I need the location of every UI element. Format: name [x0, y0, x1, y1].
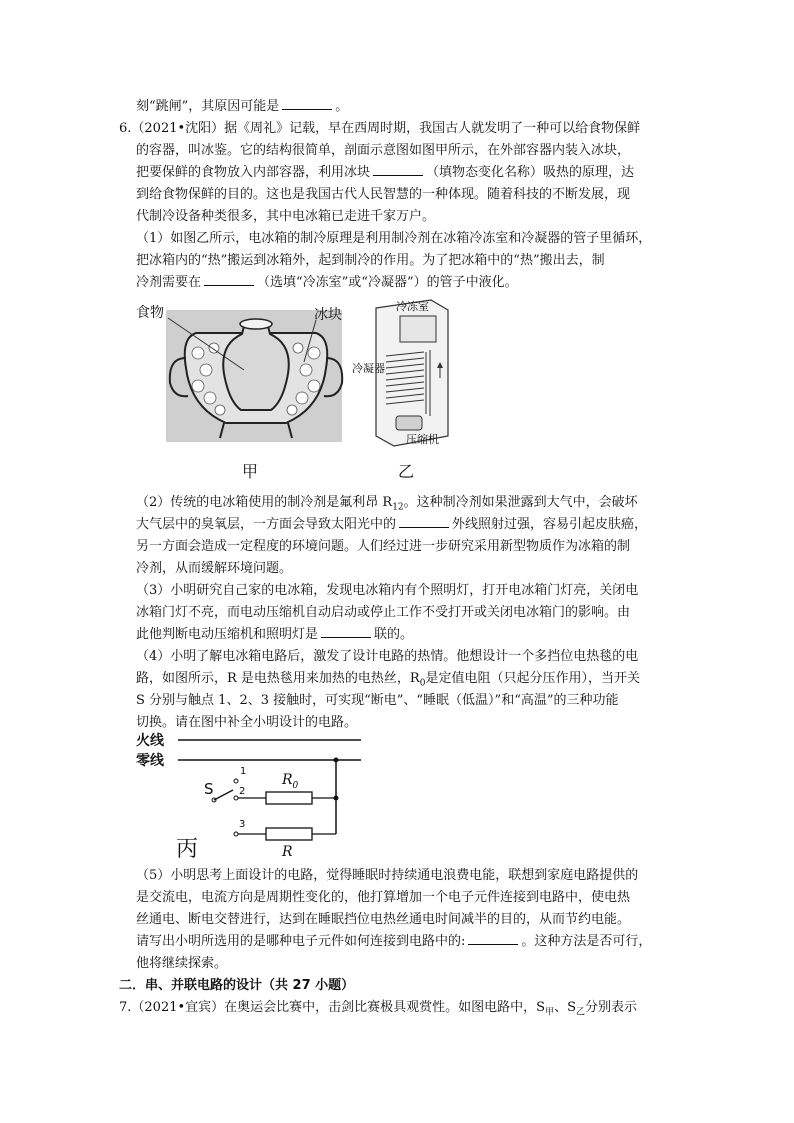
q6-p2-line1 — [136, 493, 638, 518]
q6-p4-line1 — [136, 647, 638, 667]
q6-text: 外线照射过强，容易引起皮肤癌， — [452, 517, 648, 532]
junction-dot — [334, 758, 339, 763]
q6-text: 冷剂，从而缓解环境问题。 — [136, 561, 293, 576]
contact-2 — [234, 796, 238, 800]
q5-tail-end: 。 — [335, 99, 349, 114]
q6-p5-line5 — [136, 954, 227, 974]
caption-jia: 甲 — [242, 462, 259, 481]
contact-1 — [234, 779, 238, 783]
q6-text: （填物态变化名称）吸热的原理，达 — [426, 165, 635, 180]
q7-text: （2021•宜宾）在奥运会比赛中，击剑比赛极具观赏性。如图电路中，S — [131, 1000, 546, 1015]
q6-text: 冷剂需要在 — [136, 275, 202, 290]
figure-jia — [136, 298, 346, 448]
circuit-diagram — [136, 728, 376, 863]
caption-bing: 丙 — [176, 837, 199, 862]
q6-text: （4）小明了解电冰箱电路后，激发了设计电路的热情。他想设计一个多挡位电热毯的电 — [136, 649, 639, 664]
subscript: 甲 — [545, 1007, 555, 1018]
q6-text: 联的。 — [374, 627, 414, 642]
q6-text: 是交流电，电流方向是周期性变化的，他打算增加一个电子元件连接到电路中，使电热 — [136, 890, 631, 905]
inner-lid — [240, 319, 272, 329]
figure-bing — [136, 728, 376, 863]
switch-blade — [214, 790, 233, 800]
q6-text: 丝通电、断电交替进行，达到在睡眠挡位电热丝通电时间减半的目的，从而节约电能。 — [136, 912, 631, 927]
q6-p3-line3 — [136, 625, 413, 645]
q6-text: 大气层中的臭氧层，一方面会导致太阳光中的 — [136, 517, 397, 532]
q6-text: 切换。请在图中补全小明设计的电路。 — [136, 715, 358, 730]
resistor-r — [266, 828, 312, 840]
r0-letter: R — [282, 772, 293, 788]
q7-text: 、S — [554, 1000, 576, 1015]
answer-blank — [204, 273, 254, 286]
question-number: 6. — [119, 121, 132, 136]
q6-p5-line2 — [136, 888, 630, 908]
q6-p3-line2 — [136, 603, 630, 623]
label-compressor: 压缩机 — [406, 433, 439, 446]
label-r0 — [282, 772, 298, 791]
q5-tail-text: 刻“跳闸”，其原因可能是 — [136, 99, 280, 114]
label-neutral-wire: 零线 — [136, 753, 164, 769]
q5-tail-line — [136, 97, 348, 117]
q6-p1-line2 — [136, 251, 605, 271]
fridge-illustration — [346, 296, 456, 476]
q6-text: 冰箱门灯不亮，而电动压缩机自动启动或停止工作不受打开或关闭电冰箱门的影响。由 — [136, 605, 631, 620]
answer-blank — [468, 932, 518, 945]
q6-p5-line1 — [136, 866, 638, 886]
q6-p3-line1 — [136, 581, 638, 601]
answer-blank — [373, 163, 423, 176]
label-contact-1: 1 — [240, 766, 247, 777]
q6-p2-line4 — [136, 559, 292, 579]
subscript: 0 — [419, 678, 426, 689]
q6-text: 此他判断电动压缩机和照明灯是 — [136, 627, 319, 642]
q6-line4 — [136, 185, 630, 205]
freezer-compartment — [400, 316, 436, 342]
label-contact-2: 2 — [239, 786, 246, 797]
q6-text: 。这种方法是否可行， — [521, 934, 652, 949]
caption-yi: 乙 — [398, 462, 415, 481]
section-title — [119, 976, 354, 996]
q7-line1 — [119, 998, 637, 1023]
answer-blank — [282, 97, 332, 110]
label-switch-s: S — [204, 780, 214, 798]
q6-text: 到给食物保鲜的目的。这也是我国古代人民智慧的一种体现。随着科技的不断发展，现 — [136, 187, 631, 202]
label-food: 食物 — [136, 305, 164, 321]
q6-p4-line2 — [136, 669, 640, 694]
q6-text: 的容器，叫冰鉴。它的结构很简单，剖面示意图如图甲所示，在外部容器内装入冰块， — [136, 143, 631, 158]
subscript: 乙 — [576, 1007, 586, 1018]
label-ice: 冰块 — [314, 307, 342, 323]
q6-text: （5）小明思考上面设计的电路，觉得睡眠时持续通电浪费电能，联想到家庭电路提供的 — [136, 868, 639, 883]
q6-p5-line3 — [136, 910, 630, 930]
q6-line1 — [119, 119, 640, 139]
q6-text: S 分别与触点 1、2、3 接触时，可实现“断电”、“睡眠（低温）”和“高温”的三种功能 — [136, 693, 619, 708]
answer-blank — [399, 515, 449, 528]
q6-p1-line1 — [136, 229, 651, 249]
label-condenser: 冷凝器 — [352, 362, 385, 375]
section-title-text: 二．串、并联电路的设计（共 27 小题） — [119, 978, 355, 993]
q6-text: 把冰箱内的“热”搬运到冰箱外，起到制冷的作用。为了把冰箱中的“热”搬出去，制 — [136, 253, 605, 268]
label-freezer: 冷冻室 — [396, 300, 429, 313]
label-live-wire: 火线 — [136, 733, 164, 749]
q6-p1-line3 — [136, 273, 518, 293]
answer-blank — [321, 625, 371, 638]
label-r: R — [282, 844, 293, 860]
q6-text: 路，如图所示，R 是电热毯用来加热的电热丝，R — [136, 671, 420, 686]
label-contact-3: 3 — [239, 819, 246, 830]
q6-line2 — [136, 141, 630, 161]
q6-text: 代制冷设备种类很多，其中电冰箱已走进千家万户。 — [136, 209, 436, 224]
question-number: 7. — [119, 1000, 132, 1015]
r0-subscript: 0 — [292, 780, 299, 791]
resistor-r0 — [266, 792, 312, 804]
q6-line3 — [136, 163, 634, 183]
q6-p2-line2 — [136, 515, 647, 535]
q6-line5 — [136, 207, 435, 227]
q6-text: （1）如图乙所示，电冰箱的制冷原理是利用制冷剂在冰箱冷冻室和冷凝器的管子里循环， — [136, 231, 652, 246]
contact-3 — [234, 832, 238, 836]
q6-p5-line4 — [136, 932, 651, 952]
q6-p2-line3 — [136, 537, 630, 557]
q6-text: （2）传统的电冰箱使用的制冷剂是氟利昂 R — [136, 495, 393, 510]
q6-text: 另一方面会造成一定程度的环境问题。人们经过进一步研究采用新型物质作为冰箱的制 — [136, 539, 631, 554]
q6-text: 是定值电阻（只起分压作用），当开关 — [425, 671, 640, 686]
q6-text: 把要保鲜的食物放入内部容器，利用冰块 — [136, 165, 371, 180]
figure-yi — [346, 296, 456, 476]
q6-text: 请写出小明所选用的是哪种电子元件如何连接到电路中的: — [136, 934, 466, 949]
compressor — [396, 416, 422, 430]
q6-text: （3）小明研究自己家的电冰箱，发现电冰箱内有个照明灯，打开电冰箱门灯亮，关闭电 — [136, 583, 639, 598]
inner-container — [223, 326, 289, 410]
subscript: 12 — [392, 502, 404, 513]
q6-text: （选填“冷冻室”或“冷凝器”）的管子中液化。 — [257, 275, 518, 290]
q7-text: 分别表示 — [585, 1000, 638, 1015]
q6-text: 他将继续探索。 — [136, 956, 228, 971]
q6-text: 。这种制冷剂如果泄露到大气中，会破坏 — [403, 495, 638, 510]
q6-p4-line3 — [136, 691, 619, 711]
q6-text: （2021•沈阳）据《周礼》记载，早在西周时期，我国古人就发明了一种可以给食物保鲜 — [131, 121, 641, 136]
